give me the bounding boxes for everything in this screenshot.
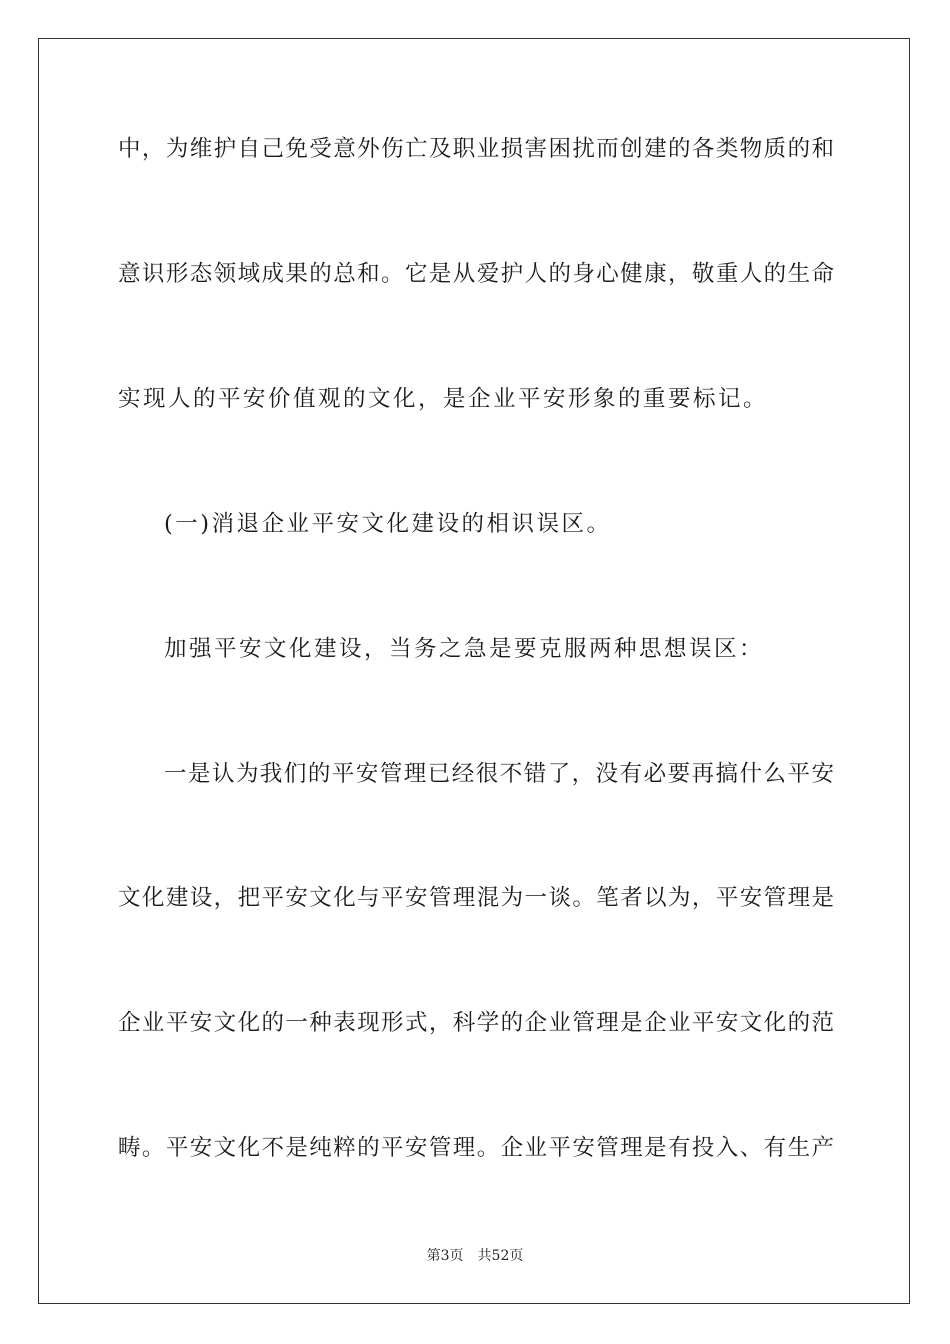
page-footer [0,1246,950,1266]
page-number: 第3页 [426,1248,464,1264]
paragraph-line-7: 文化建设，把平安文化与平安管理混为一谈。笔者以为，平安管理是 [118,885,834,911]
paragraph-line-9: 畴。平安文化不是纯粹的平安管理。企业平安管理是有投入、有生产 [118,1135,834,1161]
paragraph-line-3: 实现人的平安价值观的文化，是企业平安形象的重要标记。 [118,386,769,412]
paragraph-line-5: 加强平安文化建设，当务之急是要克服两种思想误区： [164,636,765,662]
paragraph-line-6: 一是认为我们的平安管理已经很不错了，没有必要再搞什么平安 [164,761,834,787]
paragraph-line-2: 意识形态领域成果的总和。它是从爱护人的身心健康，敬重人的生命 [118,261,834,287]
section-heading: (一)消退企业平安文化建设的相识误区。 [164,511,612,537]
paragraph-line-8: 企业平安文化的一种表现形式，科学的企业管理是企业平安文化的范 [118,1010,834,1036]
total-pages: 共52页 [477,1248,524,1264]
paragraph-line-1: 中，为维护自己免受意外伤亡及职业损害困扰而创建的各类物质的和 [118,136,834,162]
page-frame [38,38,910,1304]
